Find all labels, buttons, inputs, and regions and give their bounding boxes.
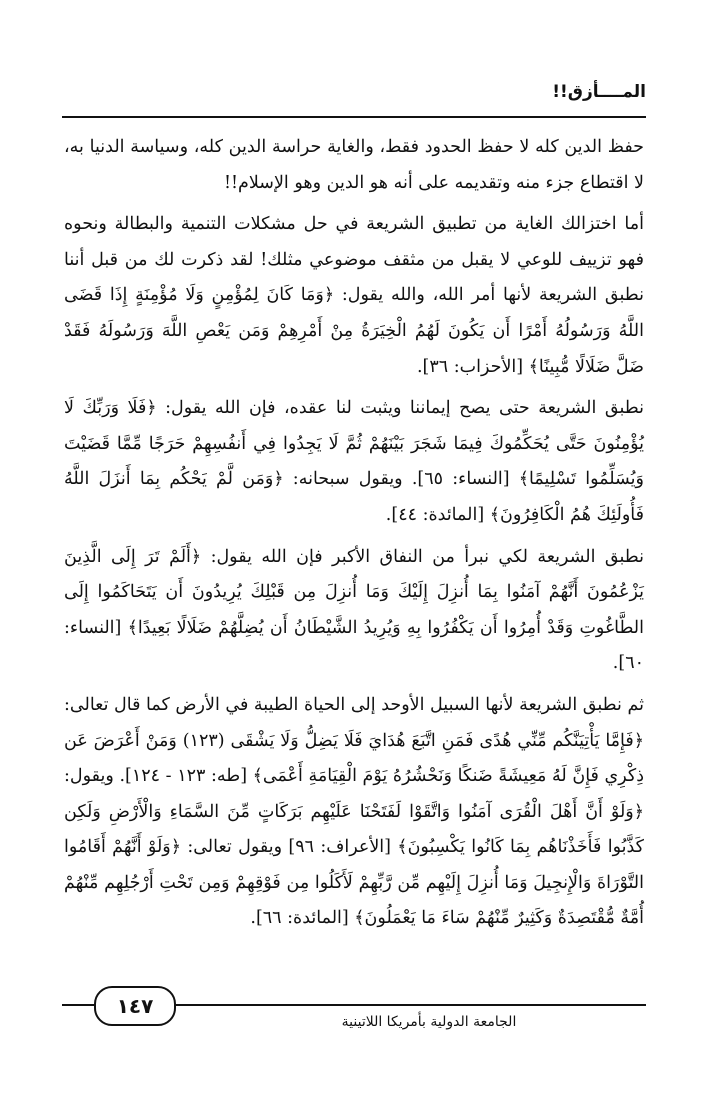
header-title: المــــأزق!! bbox=[552, 82, 646, 102]
paragraph-1: حفظ الدين كله لا حفظ الحدود فقط، والغاية حراسة الدين كله، وسياسة الدنيا به، لا اقتطاع جزء منه وتقديمه على أنه هو الدين وهو الإسلام!! bbox=[64, 137, 644, 193]
page-footer bbox=[62, 984, 646, 1044]
paragraph-2: أما اختزالك الغاية من تطبيق الشريعة في حل مشكلات التنمية والبطالة ونحوه فهو تزييف للوعي لا يقبل من مثقف موضوعي مثلك! لقد ذكرت لك من قبل أننا نطبق الشريعة لأنها أمر الله، والله يقول: ﴿وَمَا كَانَ لِمُؤْمِنٍ وَلَا مُؤْمِنَةٍ إِذَا قَضَى اللَّهُ وَرَسُولُهُ أَمْرًا أَن يَكُونَ لَهُمُ الْخِيَرَةُ مِنْ أَمْرِهِمْ وَمَن يَعْصِ اللَّهَ وَرَسُولَهُ فَقَدْ ضَلَّ ضَلَالًا مُّبِينًا﴾ [الأحزاب: ٣٦]. bbox=[64, 214, 644, 377]
paragraph-4: نطبق الشريعة لكي نبرأ من النفاق الأكبر فإن الله يقول: ﴿أَلَمْ تَرَ إِلَى الَّذِينَ يَزْعُمُونَ أَنَّهُمْ آمَنُوا بِمَا أُنزِلَ إِلَيْكَ وَمَا أُنزِلَ مِن قَبْلِكَ يُرِيدُونَ أَن يَتَحَاكَمُوا إِلَى الطَّاغُوتِ وَقَدْ أُمِرُوا أَن يَكْفُرُوا بِهِ وَيُرِيدُ الشَّيْطَانُ أَن يُضِلَّهُمْ ضَلَالًا بَعِيدًا﴾ [النساء: ٦٠]. bbox=[64, 546, 644, 674]
running-header bbox=[62, 78, 646, 118]
footer-institution: الجامعة الدولية بأمريكا اللاتينية bbox=[341, 1014, 517, 1030]
paragraph-5: ثم نطبق الشريعة لأنها السبيل الأوحد إلى الحياة الطيبة في الأرض كما قال تعالى: ﴿فَإِمَّا يَأْتِيَنَّكُم مِّنِّي هُدًى فَمَنِ اتَّبَعَ هُدَايَ فَلَا يَضِلُّ وَلَا يَشْقَى (١٢٣) وَمَنْ أَعْرَضَ عَن ذِكْرِي فَإِنَّ لَهُ مَعِيشَةً ضَنكًا وَنَحْشُرُهُ يَوْمَ الْقِيَامَةِ أَعْمَى﴾ [طه: ١٢٣ - ١٢٤]. ويقول: ﴿وَلَوْ أَنَّ أَهْلَ الْقُرَى آمَنُوا وَاتَّقَوْا لَفَتَحْنَا عَلَيْهِم بَرَكَاتٍ مِّنَ السَّمَاءِ وَالْأَرْضِ وَلَكِن كَذَّبُوا فَأَخَذْنَاهُم بِمَا كَانُوا يَكْسِبُونَ﴾ [الأعراف: ٩٦] ويقول تعالى: ﴿وَلَوْ أَنَّهُمْ أَقَامُوا التَّوْرَاةَ وَالْإِنجِيلَ وَمَا أُنزِلَ إِلَيْهِم مِّن رَّبِّهِمْ لَأَكَلُوا مِن فَوْقِهِمْ وَمِن تَحْتِ أَرْجُلِهِم مِّنْهُمْ أُمَّةٌ مُّقْتَصِدَةٌ وَكَثِيرٌ مِّنْهُمْ سَاءَ مَا يَعْمَلُونَ﴾ [المائدة: ٦٦]. bbox=[64, 694, 645, 929]
page-body bbox=[64, 130, 644, 943]
paragraph-3: نطبق الشريعة حتى يصح إيماننا ويثبت لنا عقده، فإن الله يقول: ﴿فَلَا وَرَبِّكَ لَا يُؤْمِنُونَ حَتَّى يُحَكِّمُوكَ فِيمَا شَجَرَ بَيْنَهُمْ ثُمَّ لَا يَجِدُوا فِي أَنفُسِهِمْ حَرَجًا مِّمَّا قَضَيْتَ وَيُسَلِّمُوا تَسْلِيمًا﴾ [النساء: ٦٥]. ويقول سبحانه: ﴿وَمَن لَّمْ يَحْكُم بِمَا أَنزَلَ اللَّهُ فَأُولَئِكَ هُمُ الْكَافِرُونَ﴾ [المائدة: ٤٤]. bbox=[64, 398, 644, 525]
page-number: ١٤٧ bbox=[94, 986, 176, 1026]
